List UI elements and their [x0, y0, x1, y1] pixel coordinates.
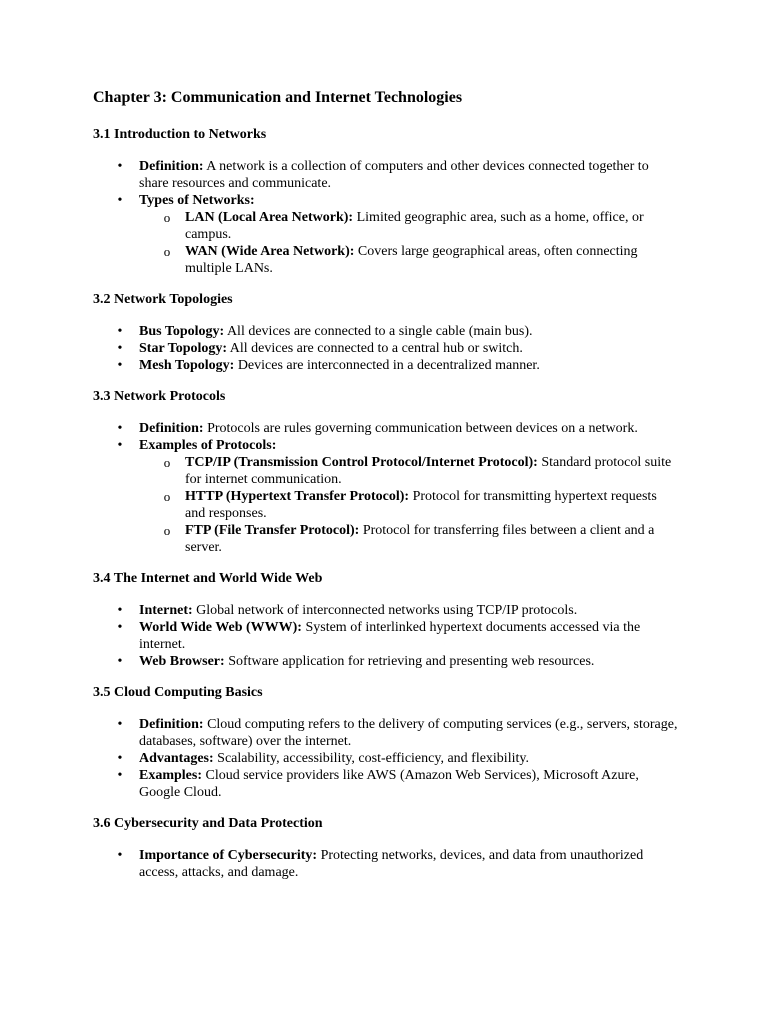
sub-list-item [163, 243, 680, 277]
bullet-dot-icon: • [117, 751, 123, 766]
list-item-term: Advantages: [139, 751, 214, 766]
sub-list-item-text: Standard protocol suite for internet communication. [185, 455, 672, 487]
list-item [117, 716, 680, 750]
list-item [117, 619, 680, 653]
bullet-dot-icon: • [117, 421, 123, 436]
bullet-list [93, 323, 680, 374]
list-item [117, 158, 680, 192]
chapter-title: Chapter 3: Communication and Internet Technologies [93, 89, 463, 106]
list-item [117, 437, 680, 556]
list-item [117, 653, 680, 670]
list-item [117, 767, 680, 801]
sub-list-item-text: Protocol for transferring files between a client and a server. [185, 523, 655, 555]
bullet-dot-icon: • [117, 159, 123, 174]
bullet-dot-icon: • [117, 717, 123, 732]
list-item-term: World Wide Web (WWW): [139, 620, 302, 635]
section-heading: 3.2 Network Topologies [93, 292, 233, 307]
sub-list-item-text: Protocol for transmitting hypertext requests and responses. [185, 489, 657, 521]
list-item-text: Cloud computing refers to the delivery of computing services (e.g., servers, storage, databases, software) over the internet. [139, 717, 678, 749]
bullet-dot-icon: • [117, 848, 123, 863]
list-item-term: Types of Networks: [139, 193, 255, 208]
sub-list-item-text: Covers large geographical areas, often connecting multiple LANs. [185, 244, 638, 276]
section [93, 570, 680, 670]
bullet-dot-icon: • [117, 620, 123, 635]
list-item-text: Software application for retrieving and presenting web resources. [224, 654, 595, 669]
section-heading: 3.1 Introduction to Networks [93, 127, 267, 142]
section-heading: 3.6 Cybersecurity and Data Protection [93, 816, 323, 831]
bullet-dot-icon: • [117, 654, 123, 669]
list-item-term: Examples: [139, 768, 202, 783]
bullet-dot-icon: • [117, 438, 123, 453]
section [93, 388, 680, 556]
sub-list-item-term: LAN (Local Area Network): [185, 210, 354, 225]
bullet-list [93, 847, 680, 881]
bullet-dot-icon: • [117, 768, 123, 783]
sections-container [93, 126, 680, 881]
circle-bullet-icon: o [163, 523, 171, 538]
section-heading: 3.5 Cloud Computing Basics [93, 685, 263, 700]
bullet-dot-icon: • [117, 603, 123, 618]
bullet-dot-icon: • [117, 324, 123, 339]
list-item-term: Mesh Topology: [139, 358, 235, 373]
sub-list-item-term: FTP (File Transfer Protocol): [185, 523, 360, 538]
sub-list-item-term: TCP/IP (Transmission Control Protocol/Internet Protocol): [185, 455, 538, 470]
sub-list-item-term: HTTP (Hypertext Transfer Protocol): [185, 489, 410, 504]
sub-bullet-list [139, 454, 680, 556]
sub-list-item [163, 209, 680, 243]
bullet-dot-icon: • [117, 341, 123, 356]
list-item-term: Importance of Cybersecurity: [139, 848, 318, 863]
list-item-text: Scalability, accessibility, cost-efficiency, and flexibility. [213, 751, 529, 766]
bullet-list [93, 716, 680, 801]
list-item [117, 750, 680, 767]
circle-bullet-icon: o [163, 210, 171, 225]
list-item-text: System of interlinked hypertext documents accessed via the internet. [139, 620, 641, 652]
circle-bullet-icon: o [163, 489, 171, 504]
sub-list-item [163, 488, 680, 522]
list-item [117, 340, 680, 357]
list-item [117, 420, 680, 437]
section [93, 126, 680, 277]
list-item-term: Bus Topology: [139, 324, 225, 339]
list-item-text: Protocols are rules governing communication between devices on a network. [203, 421, 638, 436]
circle-bullet-icon: o [163, 455, 171, 470]
list-item [117, 847, 680, 881]
bullet-list [93, 420, 680, 556]
sub-list-item-text: Limited geographic area, such as a home, office, or campus. [185, 210, 644, 242]
list-item-term: Definition: [139, 159, 204, 174]
section [93, 291, 680, 374]
list-item-term: Web Browser: [139, 654, 225, 669]
bullet-list [93, 602, 680, 670]
list-item [117, 357, 680, 374]
section-heading: 3.4 The Internet and World Wide Web [93, 571, 323, 586]
section-heading: 3.3 Network Protocols [93, 389, 226, 404]
list-item-term: Star Topology: [139, 341, 228, 356]
sub-list-item [163, 454, 680, 488]
list-item-text: All devices are connected to a central hub or switch. [227, 341, 523, 356]
list-item-text: Protecting networks, devices, and data from unauthorized access, attacks, and damage. [139, 848, 644, 880]
list-item-text: A network is a collection of computers and other devices connected together to share resources and communicate. [139, 159, 649, 191]
list-item-text: All devices are connected to a single cable (main bus). [224, 324, 533, 339]
section [93, 815, 680, 881]
list-item-term: Definition: [139, 421, 204, 436]
bullet-dot-icon: • [117, 193, 123, 208]
sub-bullet-list [139, 209, 680, 277]
list-item [117, 192, 680, 277]
list-item [117, 323, 680, 340]
sub-list-item [163, 522, 680, 556]
list-item-term: Definition: [139, 717, 204, 732]
sub-list-item-term: WAN (Wide Area Network): [185, 244, 355, 259]
list-item-term: Internet: [139, 603, 193, 618]
list-item-text: Cloud service providers like AWS (Amazon Web Services), Microsoft Azure, Google Cloud. [139, 768, 639, 800]
list-item-text: Devices are interconnected in a decentralized manner. [234, 358, 540, 373]
bullet-dot-icon: • [117, 358, 123, 373]
list-item [117, 602, 680, 619]
section [93, 684, 680, 801]
bullet-list [93, 158, 680, 277]
circle-bullet-icon: o [163, 244, 171, 259]
list-item-text: Global network of interconnected networks using TCP/IP protocols. [192, 603, 578, 618]
list-item-term: Examples of Protocols: [139, 438, 277, 453]
